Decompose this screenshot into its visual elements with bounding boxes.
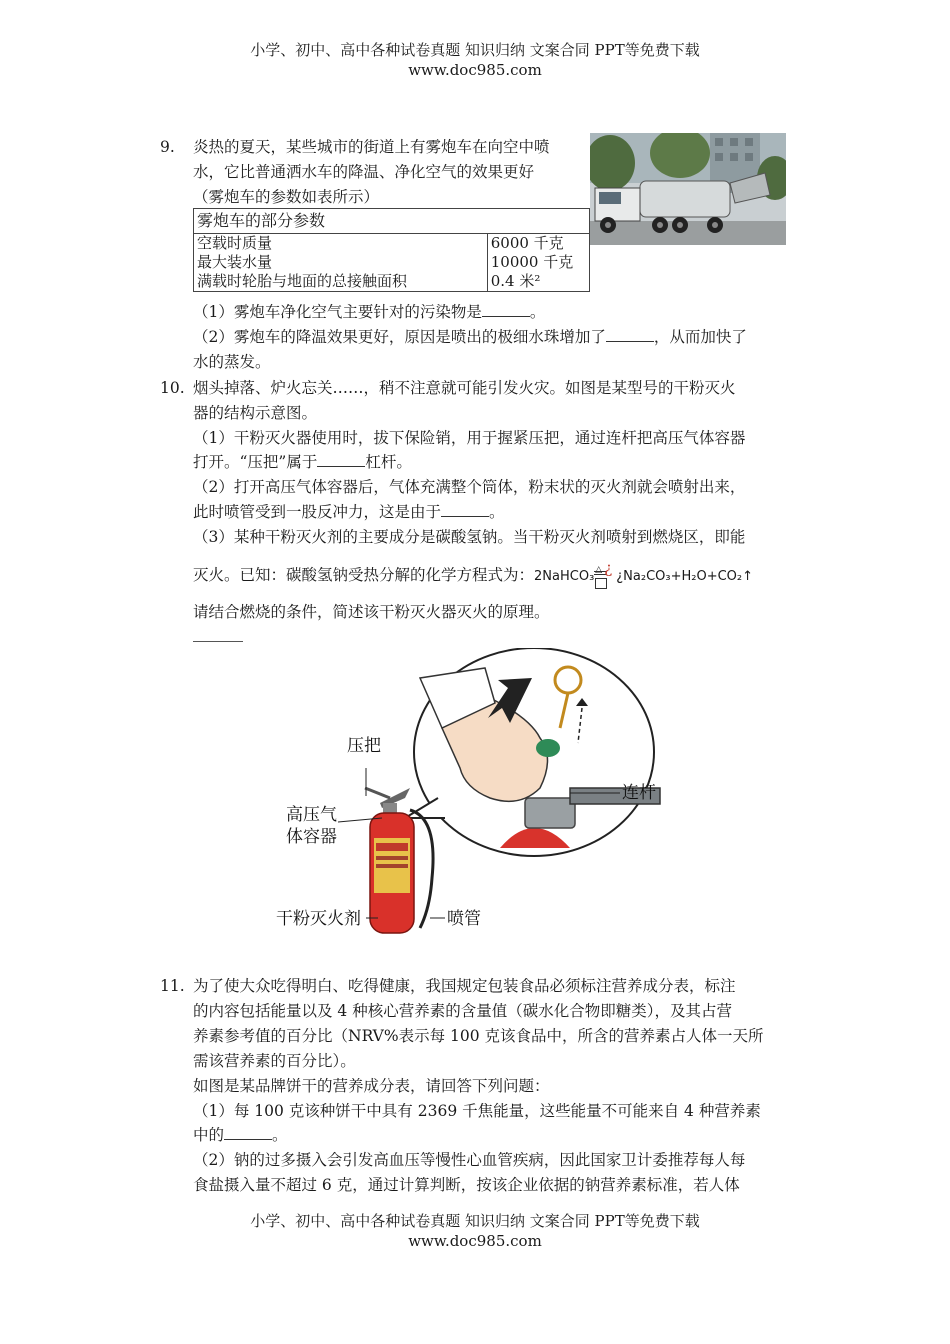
q9-line1: 炎热的夏天，某些城市的街道上有雾炮车在向空中喷	[193, 138, 550, 156]
answer-blank[interactable]	[606, 327, 654, 342]
answer-blank[interactable]	[441, 502, 489, 517]
table-value: 10000 千克	[490, 253, 574, 271]
q10-sub2-cont	[193, 501, 505, 523]
answer-blank[interactable]	[482, 302, 530, 317]
header-url: www.doc985.com	[408, 61, 542, 79]
footer-title: 小学、初中、高中各种试卷真题 知识归纳 文案合同 PPT等免费下载	[250, 1212, 700, 1230]
q11-line2: 的内容包括能量以及 4 种核心营养素的含量值（碳水化合物即糖类），及其占营	[193, 1002, 732, 1020]
q10-number: 10.	[160, 379, 185, 397]
q11-sub1-text: 中的	[193, 1126, 225, 1144]
label-gas-container-2: 体容器	[286, 827, 337, 847]
q10-line2: 器的结构示意图。	[193, 404, 318, 422]
answer-blank[interactable]	[193, 641, 243, 642]
table-body-row	[194, 234, 590, 292]
q9-sub1-text: （1）雾炮车净化空气主要针对的污染物是	[193, 303, 482, 321]
fog-cannon-params-table	[193, 208, 590, 292]
table-label: 空载时质量	[197, 234, 273, 252]
table-value: 6000 千克	[490, 234, 564, 252]
q11-sub2: （2）钠的过多摄入会引发高血压等慢性心血管疾病，因此国家卫计委推荐每人每	[193, 1151, 746, 1169]
q9-number: 9.	[160, 138, 175, 156]
bubble-tail	[405, 798, 445, 818]
q10-line1: 烟头掉落、炉火忘关……，稍不注意就可能引发火灾。如图是某型号的干粉灭火	[193, 379, 736, 397]
q11-sub1: （1）每 100 克该种饼干中具有 2369 千焦能量，这些能量不可能来自 4 种营养素	[193, 1102, 761, 1120]
label-gas-container-1: 高压气	[286, 805, 337, 825]
q10-sub2-end: 。	[489, 503, 505, 521]
q9-line2: 水，它比普通洒水车的降温、净化空气的效果更好	[193, 163, 535, 181]
green-handle	[536, 739, 560, 757]
q11-number: 11.	[160, 977, 185, 995]
table-value: 0.4 米²	[490, 272, 541, 290]
q10-sub2-text: 此时喷管受到一股反冲力，这是由于	[193, 503, 442, 521]
table-label: 满载时轮胎与地面的总接触面积	[197, 272, 408, 290]
q11-sub2-cont: 食盐摄入量不超过 6 克，通过计算判断，按该企业依据的钠营养素标准，若人体	[193, 1176, 740, 1194]
equation-right: ¿Na₂CO₃+H₂O+CO₂↑	[616, 569, 754, 584]
equation-mark: ¿	[604, 559, 613, 577]
heat-symbol: △	[595, 565, 603, 575]
header-title: 小学、初中、高中各种试卷真题 知识归纳 文案合同 PPT等免费下载	[250, 41, 700, 59]
q9-sub1-end: 。	[529, 303, 546, 321]
q11-line4: 需该营养素的百分比）。	[193, 1052, 356, 1070]
q9-sub2-text: （2）雾炮车的降温效果更好，原因是喷出的极细水珠增加了	[193, 328, 606, 346]
label-rod: 连杆	[622, 783, 656, 803]
q9-sub2-cont: 水的蒸发。	[193, 353, 271, 371]
table-values-cell	[487, 234, 589, 292]
equation-box	[595, 578, 607, 589]
q10-sub2: （2）打开高压气体容器后，气体充满整个筒体，粉末状的灭火剂就会喷射出来，	[193, 478, 746, 496]
q9-sub2	[193, 326, 747, 348]
table-label: 最大装水量	[197, 253, 273, 271]
q10-sub3-text: 灭火。已知：碳酸氢钠受热分解的化学方程式为：	[193, 566, 535, 584]
q10-sub3: （3）某种干粉灭火剂的主要成分是碳酸氢钠。当干粉灭火剂喷射到燃烧区，即能	[193, 528, 746, 546]
q11-line1: 为了使大众吃得明白、吃得健康，我国规定包装食品必须标注营养成分表，标注	[193, 977, 736, 995]
q10-sub1-text: 打开。“压把”属于	[193, 453, 318, 471]
q9-sub1	[193, 301, 545, 323]
footer-url: www.doc985.com	[408, 1232, 542, 1250]
q9-line3: （雾炮车的参数如表所示）	[193, 188, 380, 206]
label-nozzle: 喷管	[447, 909, 481, 929]
label-powder: 干粉灭火剂	[276, 909, 361, 929]
equation-left: 2NaHCO₃	[534, 569, 595, 584]
q11-sub1-cont	[193, 1124, 288, 1146]
fog-cannon-truck-photo	[590, 133, 786, 245]
label-handle: 压把	[347, 736, 381, 756]
q10-sub1-cont	[193, 451, 412, 473]
q9-sub2-end: ，从而加快了	[653, 328, 747, 346]
q11-sub1-end: 。	[272, 1126, 288, 1144]
q11-line5: 如图是某品牌饼干的营养成分表，请回答下列问题：	[193, 1077, 550, 1095]
q10-sub3-cont: 请结合燃烧的条件，简述该干粉灭火器灭火的原理。	[193, 603, 550, 621]
answer-blank[interactable]	[224, 1125, 272, 1140]
equation-condition	[594, 559, 616, 587]
q10-sub3-equation-line	[193, 559, 754, 588]
table-title-row	[194, 209, 590, 234]
q10-sub1: （1）干粉灭火器使用时，拔下保险销，用于握紧压把，通过连杆把高压气体容器	[193, 429, 746, 447]
table-labels-cell	[194, 234, 488, 292]
answer-blank[interactable]	[317, 452, 365, 467]
q10-sub1-end: 杠杆。	[365, 453, 412, 471]
page-footer	[0, 1211, 950, 1251]
page-header	[0, 40, 950, 80]
table-title: 雾炮车的部分参数	[194, 209, 590, 234]
q11-line3: 养素参考值的百分比（NRV%表示每 100 克该食品中，所含的营养素占人体一天所	[193, 1027, 764, 1045]
